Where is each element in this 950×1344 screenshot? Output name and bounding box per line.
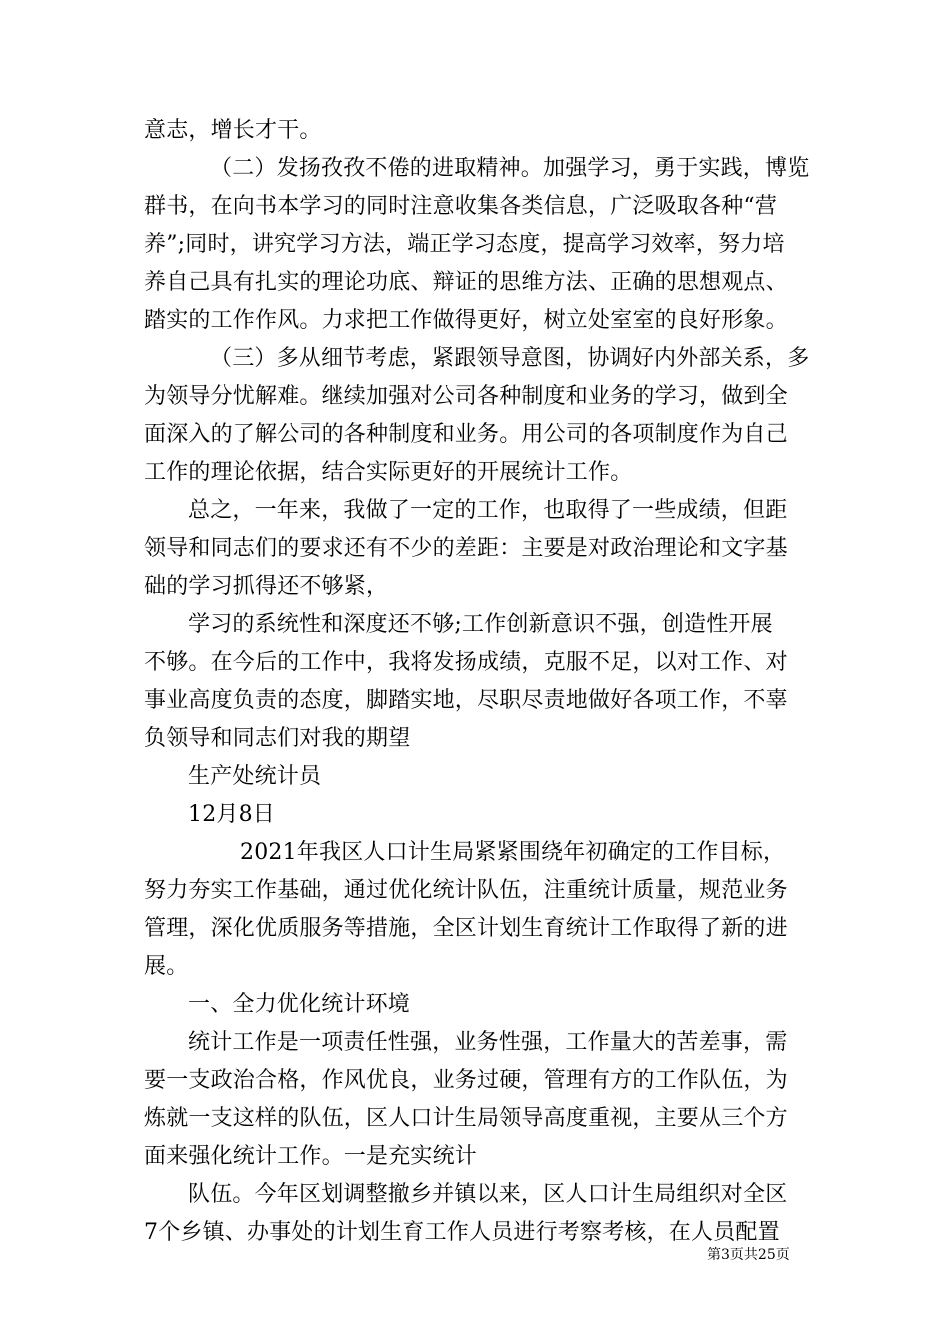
signature-date: 12月8日: [188, 802, 275, 827]
text-line: 炼就一支这样的队伍，区人口计生局领导高度重视，主要从三个方: [144, 1106, 788, 1131]
text-line: 事业高度负责的态度，脚踏实地，尽职尽责地做好各项工作，不辜: [144, 688, 788, 713]
text-line: 养自己具有扎实的理论功底、辩证的思维方法、正确的思想观点、: [144, 270, 788, 295]
text-line: 2021年我区人口计生局紧紧围绕年初确定的工作目标，: [240, 840, 786, 865]
text-line: 管理，深化优质服务等措施，全区计划生育统计工作取得了新的进: [144, 916, 788, 941]
text-line: 队伍。今年区划调整撤乡并镇以来，区人口计生局组织对全区: [188, 1182, 788, 1207]
section-heading: 一、全力优化统计环境: [188, 992, 411, 1017]
text-line: 努力夯实工作基础，通过优化统计队伍，注重统计质量，规范业务: [144, 878, 788, 903]
text-line: 养”;同时，讲究学习方法，端正学习态度，提高学习效率，努力培: [144, 232, 785, 257]
signature-title: 生产处统计员: [188, 764, 322, 789]
text-line: 统计工作是一项责任性强，业务性强，工作量大的苦差事，需: [188, 1030, 788, 1055]
text-line: 面来强化统计工作。一是充实统计: [144, 1144, 478, 1169]
text-line: （二）发扬孜孜不倦的进取精神。加强学习，勇于实践，博览: [210, 156, 810, 181]
text-line: 学习的系统性和深度还不够;工作创新意识不强，创造性开展: [188, 612, 773, 637]
text-line: 工作的理论依据，结合实际更好的开展统计工作。: [144, 460, 633, 485]
page-number: 第3页共25页: [707, 1247, 790, 1263]
text-line: 础的学习抓得还不够紧，: [144, 574, 389, 599]
text-line: 意志，增长才干。: [144, 118, 322, 143]
text-line: 要一支政治合格，作风优良，业务过硬，管理有方的工作队伍，为: [144, 1068, 788, 1093]
text-line: 为领导分忧解难。继续加强对公司各种制度和业务的学习，做到全: [144, 384, 788, 409]
text-line: 负领导和同志们对我的期望: [144, 726, 411, 751]
text-line: 领导和同志们的要求还有不少的差距：主要是对政治理论和文字基: [144, 536, 788, 561]
text-line: 群书，在向书本学习的同时注意收集各类信息，广泛吸取各种“营: [144, 194, 778, 219]
text-line: 7个乡镇、办事处的计划生育工作人员进行考察考核，在人员配置: [144, 1220, 780, 1245]
text-line: 踏实的工作作风。力求把工作做得更好，树立处室室的良好形象。: [144, 308, 788, 333]
document-body: [144, 112, 809, 1252]
text-line: 总之，一年来，我做了一定的工作，也取得了一些成绩，但距: [188, 498, 788, 523]
text-line: 不够。在今后的工作中，我将发扬成绩，克服不足，以对工作、对: [144, 650, 788, 675]
text-line: （三）多从细节考虑，紧跟领导意图，协调好内外部关系，多: [210, 346, 810, 371]
text-line: 面深入的了解公司的各种制度和业务。用公司的各项制度作为自己: [144, 422, 788, 447]
text-line: 展。: [144, 954, 189, 979]
